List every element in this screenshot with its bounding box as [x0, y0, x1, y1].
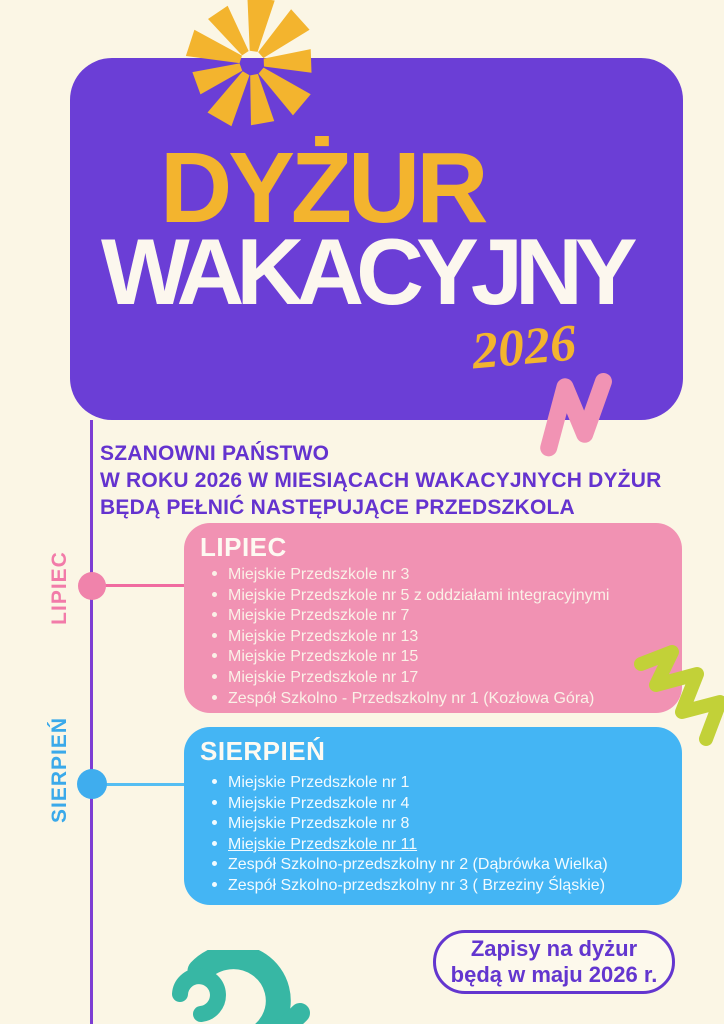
swirl-icon: [100, 950, 330, 1024]
list-item: [200, 876, 668, 897]
list-item-label: Zespół Szkolno-przedszkolny nr 3 ( Brzeziny Śląskie): [228, 876, 606, 894]
list-item-label: Miejskie Przedszkole nr 8: [228, 815, 410, 833]
list-item-label: Zespół Szkolno - Przedszkolny nr 1 (Kozłowa Góra): [228, 689, 595, 707]
signup-note-line-2: będą w maju 2026 r.: [450, 962, 658, 987]
list-item: [200, 647, 668, 668]
bullet-icon: [212, 861, 217, 866]
list-item: [200, 689, 668, 710]
list-item: [200, 835, 668, 856]
list-item-label: Miejskie Przedszkole nr 11: [228, 835, 418, 853]
list-item-label: Miejskie Przedszkole nr 5 z oddziałami integracyjnymi: [228, 586, 610, 604]
squiggle-n-icon: [539, 370, 623, 462]
bullet-icon: [212, 800, 217, 805]
timeline-label-august: SIERPIEŃ: [48, 716, 71, 824]
bullet-icon: [212, 612, 217, 617]
august-section: [184, 727, 682, 905]
list-item-label: Miejskie Przedszkole nr 7: [228, 607, 410, 625]
timeline-label-july: LIPIEC: [48, 551, 71, 625]
bullet-icon: [212, 571, 217, 576]
bullet-icon: [212, 779, 217, 784]
july-list: [200, 565, 668, 709]
list-item: [200, 668, 668, 689]
bullet-icon: [212, 882, 217, 887]
list-item-label: Miejskie Przedszkole nr 1: [228, 774, 410, 791]
bullet-icon: [212, 695, 217, 700]
list-item-label: Miejskie Przedszkole nr 15: [228, 648, 419, 666]
timeline-line: [90, 420, 93, 1024]
july-section: [184, 523, 682, 713]
timeline-dot-august: [77, 769, 107, 799]
poster-subtitle: WAKACYJNY: [101, 219, 630, 324]
list-item: [200, 814, 668, 835]
bullet-icon: [212, 653, 217, 658]
intro-line-1: SZANOWNI PAŃSTWO: [100, 442, 330, 465]
list-item-label: Miejskie Przedszkole nr 4: [228, 794, 410, 812]
list-item-label: Zespół Szkolno-przedszkolny nr 2 (Dąbrówka Wielka): [228, 856, 608, 874]
august-title: SIERPIEŃ: [200, 736, 326, 766]
signup-note: [433, 930, 675, 994]
july-title: LIPIEC: [200, 532, 287, 562]
bullet-icon: [212, 592, 217, 597]
list-item: [200, 855, 668, 876]
bullet-icon: [212, 820, 217, 825]
list-item: [200, 627, 668, 648]
list-item-label: Miejskie Przedszkole nr 3: [228, 566, 410, 583]
list-item-label: Miejskie Przedszkole nr 13: [228, 627, 419, 645]
intro-line-3: BĘDĄ PEŁNIĆ NASTĘPUJĄCE PRZEDSZKOLA: [100, 496, 575, 519]
starburst-icon: [183, 0, 321, 132]
list-item-label: Miejskie Przedszkole nr 17: [228, 668, 419, 686]
intro-line-2: W ROKU 2026 W MIESIĄCACH WAKACYJNYCH DYŻUR: [100, 469, 662, 492]
bullet-icon: [212, 633, 217, 638]
signup-note-line-1: Zapisy na dyżur: [470, 936, 638, 961]
timeline-dot-july: [78, 572, 106, 600]
zigzag-icon: [634, 640, 724, 750]
list-item: [200, 606, 668, 627]
list-item: [200, 565, 668, 586]
poster-title: DYŻUR: [160, 132, 485, 244]
poster-year: 2026: [469, 314, 579, 381]
list-item: [200, 586, 668, 607]
august-list: [200, 773, 668, 897]
list-item: [200, 794, 668, 815]
bullet-icon: [212, 674, 217, 679]
bullet-icon: [212, 841, 217, 846]
list-item: [200, 773, 668, 794]
